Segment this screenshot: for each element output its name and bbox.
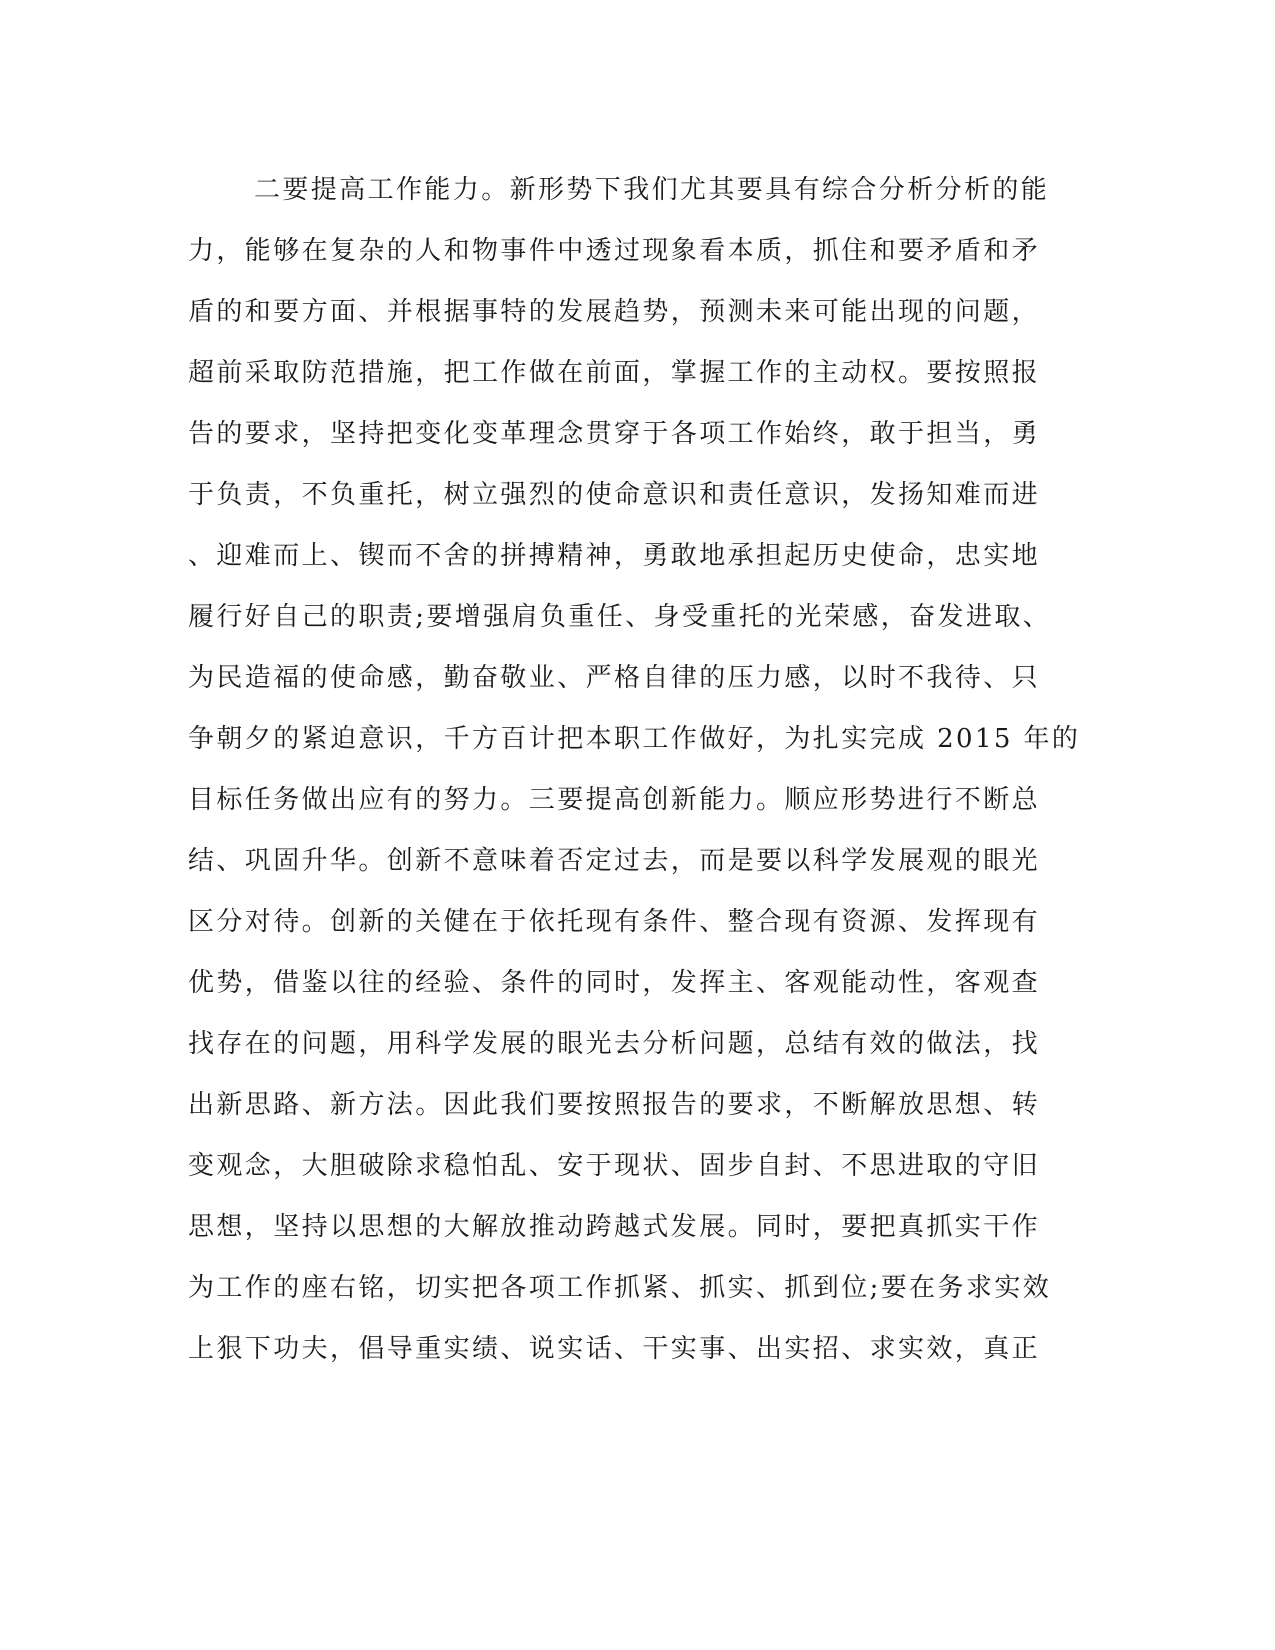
text-line: 优势，借鉴以往的经验、条件的同时，发挥主、客观能动性，客观查 [188,968,1041,998]
text-line: 履行好自己的职责;要增强肩负重任、身受重托的光荣感，奋发进取、 [188,602,1052,632]
text-line: 争朝夕的紧迫意识，千方百计把本职工作做好，为扎实完成 2015 年的 [188,724,1081,754]
text-line: 结、巩固升华。创新不意味着否定过去，而是要以科学发展观的眼光 [188,846,1041,876]
text-line: 盾的和要方面、并根据事特的发展趋势，预测未来可能出现的问题， [188,297,1041,327]
text-line: 告的要求，坚持把变化变革理念贯穿于各项工作始终，敢于担当，勇 [188,419,1041,449]
text-line: 、迎难而上、锲而不舍的拼搏精神，勇敢地承担起历史使命，忠实地 [188,541,1041,571]
text-line: 为民造福的使命感，勤奋敬业、严格自律的压力感，以时不我待、只 [188,663,1041,693]
text-line: 为工作的座右铭，切实把各项工作抓紧、抓实、抓到位;要在务求实效 [188,1273,1052,1303]
text-line: 超前采取防范措施，把工作做在前面，掌握工作的主动权。要按照报 [188,358,1041,388]
text-line: 于负责，不负重托，树立强烈的使命意识和责任意识，发扬知难而进 [188,480,1041,510]
text-line: 力，能够在复杂的人和物事件中透过现象看本质，抓住和要矛盾和矛 [188,236,1041,266]
text-line: 出新思路、新方法。因此我们要按照报告的要求，不断解放思想、转 [188,1090,1041,1120]
text-line: 区分对待。创新的关健在于依托现有条件、整合现有资源、发挥现有 [188,907,1041,937]
body-paragraph [188,160,1081,1380]
text-line: 目标任务做出应有的努力。三要提高创新能力。顺应形势进行不断总 [188,785,1041,815]
text-line: 找存在的问题，用科学发展的眼光去分析问题，总结有效的做法，找 [188,1029,1041,1059]
text-line: 上狠下功夫，倡导重实绩、说实话、干实事、出实招、求实效，真正 [188,1334,1041,1364]
text-line: 二要提高工作能力。新形势下我们尤其要具有综合分析分析的能 [254,175,1050,205]
text-line: 思想，坚持以思想的大解放推动跨越式发展。同时，要把真抓实干作 [188,1212,1041,1242]
text-line: 变观念，大胆破除求稳怕乱、安于现状、固步自封、不思进取的守旧 [188,1151,1041,1181]
